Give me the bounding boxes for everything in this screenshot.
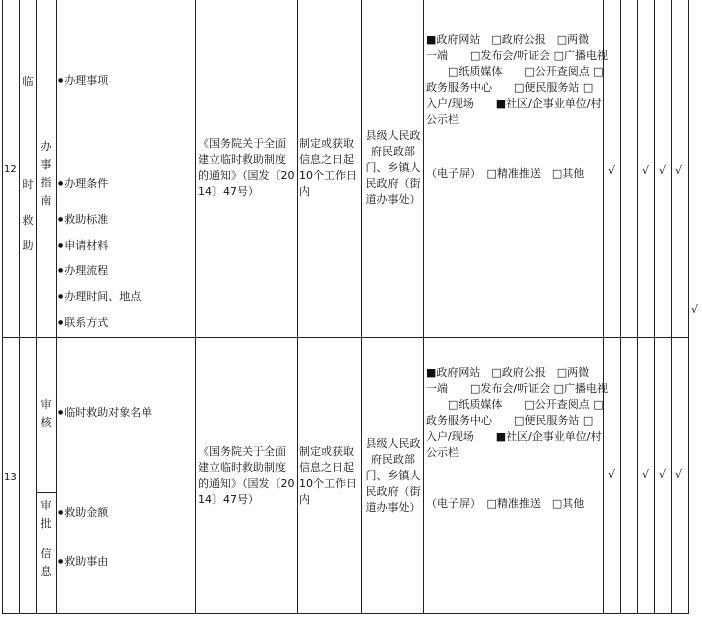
list-item: ● 联系方式 — [58, 315, 108, 331]
channel-line: 一端 □发布会/听证会 □广播电视 — [426, 382, 608, 395]
category-char: 临 — [22, 75, 34, 88]
responsible-subject: 县级人民政府民政部门、乡镇人民政府（街道办事处） — [365, 437, 421, 514]
col-divider — [36, 0, 37, 614]
list-item: ● 办理事项 — [58, 73, 108, 89]
table-border-bottom — [2, 613, 689, 614]
channel-line: □纸质媒体 □公开查阅点 □ — [426, 398, 604, 411]
channel-line: 入户/现场 ■社区/企事业单位/村 — [426, 430, 602, 443]
table-border-left — [2, 0, 3, 614]
check-mark: √ — [642, 164, 650, 177]
channel-line: 政务服务中心 □便民服务站 □ — [426, 414, 594, 427]
check-mark: √ — [675, 164, 683, 177]
list-item: ● 办理时间、地点 — [58, 289, 141, 305]
time-limit: 制定或获取信息之日起10个工作日内 — [299, 137, 357, 198]
responsible-subject: 县级人民政府民政部门、乡镇人民政府（街道办事处） — [365, 129, 421, 206]
policy-basis: 《国务院关于全面建立临时救助制度的通知》（国发〔2014〕47号） — [198, 445, 295, 506]
cell-divider — [36, 492, 56, 493]
check-mark: √ — [642, 468, 650, 481]
list-item: ● 申请材料 — [58, 238, 108, 254]
channel-line: 政务服务中心 □便民服务站 □ — [426, 81, 594, 94]
check-mark: √ — [691, 303, 699, 316]
channel-line: 公示栏 — [426, 446, 459, 459]
col-divider — [423, 0, 424, 614]
col-divider — [637, 0, 638, 614]
channel-line: 公示栏 — [426, 113, 459, 126]
col-divider — [620, 0, 621, 614]
col-divider — [603, 0, 604, 614]
col-divider — [195, 0, 196, 614]
category-char: 助 — [22, 239, 34, 252]
check-mark: √ — [659, 468, 667, 481]
col-divider — [654, 0, 655, 614]
subcategory-char: 指 — [40, 176, 52, 189]
subcategory-char: 信 — [40, 547, 52, 560]
channel-line: □纸质媒体 □公开查阅点 □ — [426, 65, 604, 78]
check-mark: √ — [608, 164, 616, 177]
list-item: ● 办理流程 — [58, 263, 108, 279]
list-item: ● 办理条件 — [58, 176, 108, 192]
col-divider — [297, 0, 298, 614]
subcategory-char: 批 — [40, 517, 52, 530]
col-divider — [671, 0, 672, 614]
list-item: ● 临时救助对象名单 — [58, 405, 152, 421]
subcategory-char: 审 — [40, 398, 52, 411]
row-seq: 13 — [4, 472, 17, 483]
row-seq: 12 — [4, 164, 17, 175]
category-char: 时 — [22, 178, 34, 191]
col-divider — [19, 0, 20, 614]
list-item: ● 救助标准 — [58, 212, 108, 228]
check-mark: √ — [675, 468, 683, 481]
check-mark: √ — [659, 164, 667, 177]
col-divider — [56, 0, 57, 614]
channel-line: （电子屏） □精准推送 □其他 — [426, 167, 585, 180]
policy-basis: 《国务院关于全面建立临时救助制度的通知》（国发〔2014〕47号） — [198, 137, 295, 198]
col-divider — [361, 0, 362, 614]
category-char: 救 — [22, 214, 34, 227]
check-mark: √ — [608, 468, 616, 481]
list-item: ● 救助金额 — [58, 505, 108, 521]
channel-line: 入户/现场 ■社区/企事业单位/村 — [426, 97, 602, 110]
channel-line: ■政府网站 □政府公报 □两微 — [426, 366, 590, 379]
subcategory-char: 审 — [40, 499, 52, 512]
table-border-right — [688, 0, 689, 614]
subcategory-char: 事 — [40, 158, 52, 171]
time-limit: 制定或获取信息之日起10个工作日内 — [299, 445, 357, 506]
row-divider — [2, 337, 689, 338]
subcategory-char: 息 — [40, 565, 52, 578]
list-item: ● 救助事由 — [58, 554, 108, 570]
channel-line: （电子屏） □精准推送 □其他 — [426, 497, 585, 510]
channel-line: 一端 □发布会/听证会 □广播电视 — [426, 49, 608, 62]
subcategory-char: 核 — [40, 416, 52, 429]
channel-line: ■政府网站 □政府公报 □两微 — [426, 33, 590, 46]
subcategory-char: 办 — [40, 140, 52, 153]
subcategory-char: 南 — [40, 194, 52, 207]
